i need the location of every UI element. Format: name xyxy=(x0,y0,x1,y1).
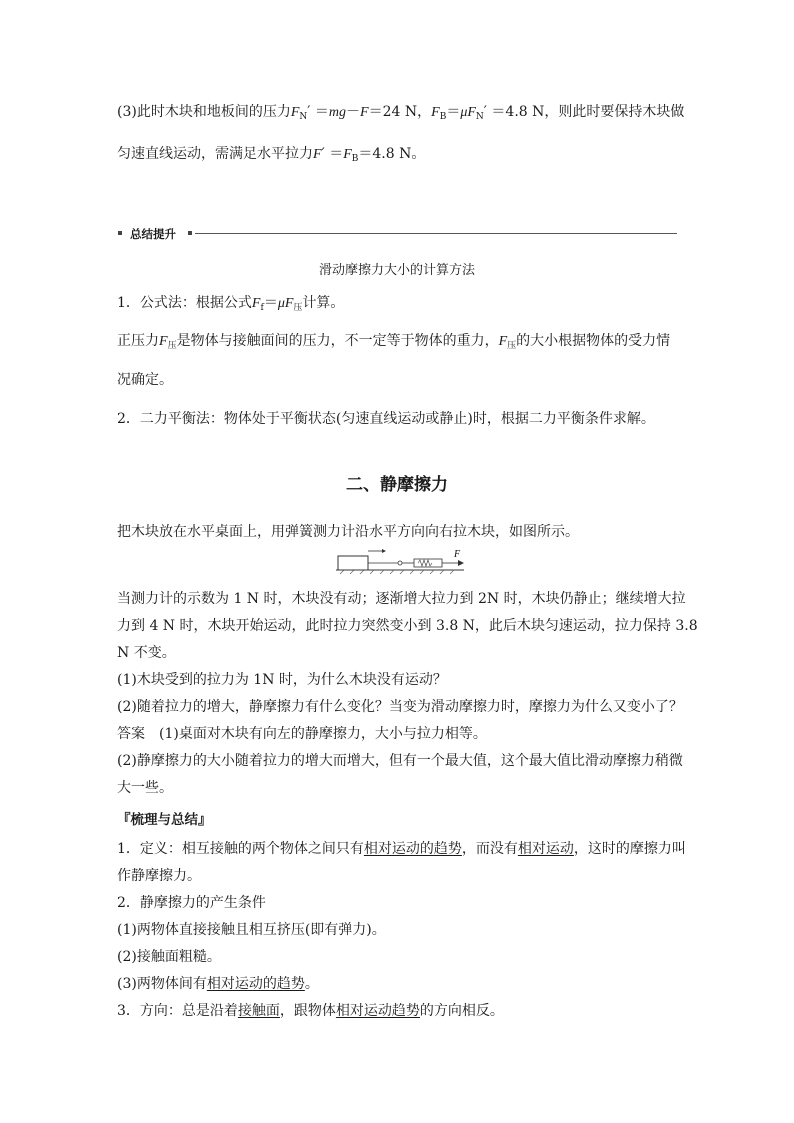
text: ′ ＝ xyxy=(321,146,344,162)
subscript: 压 xyxy=(167,341,177,351)
symbol: mg xyxy=(328,105,347,120)
text-line: 况确定。 xyxy=(117,372,173,388)
hook xyxy=(398,561,402,565)
text: 匀速直线运动，需满足水平拉力 xyxy=(117,146,313,162)
text: ＝4.8 N。 xyxy=(358,146,426,162)
symbol: F xyxy=(360,105,369,120)
text-line: 2．二力平衡法：物体处于平衡状态(匀速直线运动或静止)时，根据二力平衡条件求解。 xyxy=(117,411,655,427)
section-heading: 二、静摩擦力 xyxy=(346,475,448,495)
text: 。 xyxy=(304,976,319,992)
text: ′ ＝ xyxy=(307,104,329,120)
symbol: μF xyxy=(460,105,476,120)
text-line xyxy=(117,330,670,351)
text: ，这时的摩擦力叫 xyxy=(573,841,686,857)
text-line: 大一些。 xyxy=(117,780,173,796)
text: － xyxy=(346,104,361,120)
spring-scale-diagram xyxy=(336,546,466,576)
text: ，跟物体 xyxy=(279,1003,336,1019)
motion-arrow-icon xyxy=(382,549,386,553)
symbol: F xyxy=(498,334,508,349)
text-line xyxy=(117,973,319,993)
text-line xyxy=(117,292,344,313)
text-line: (2)静摩擦力的大小随着拉力的增大而增大，但有一个最大值，这个最大值比滑动摩擦力稍微 xyxy=(117,753,683,769)
underlined-term: 相对运动的趋势 xyxy=(363,841,462,857)
answer-label: 答案 xyxy=(117,726,145,742)
text: 计算。 xyxy=(302,295,345,311)
subscript: 压 xyxy=(507,341,517,351)
text-line: 2．静摩擦力的产生条件 xyxy=(117,895,266,911)
text-line: 当测力计的示数为 1 N 时，木块没有动；逐渐增大拉力到 2N 时，木块仍静止；继续增大拉 xyxy=(117,591,686,607)
text: ′ ＝4.8 N，则此时要保持木块做 xyxy=(483,104,685,120)
force-label: F xyxy=(454,549,461,560)
summary-label: 总结提升 xyxy=(130,227,176,241)
symbol: F xyxy=(251,296,261,311)
underlined-term: 接触面 xyxy=(237,1003,280,1019)
symbol: F xyxy=(159,334,168,349)
symbol: μF xyxy=(277,296,294,311)
divider xyxy=(195,233,677,234)
symbol: F xyxy=(343,147,352,162)
text: 1．定义：相互接触的两个物体之间只有 xyxy=(117,841,364,857)
square-bullet-icon xyxy=(188,231,192,235)
force-arrow-icon xyxy=(458,560,464,566)
text-line: 作静摩擦力。 xyxy=(117,868,201,884)
text: ，而没有 xyxy=(461,841,518,857)
square-bullet-icon xyxy=(118,231,122,235)
text-line xyxy=(117,143,425,164)
text-line: 力到 4 N 时，木块开始运动，此时拉力突然变小到 3.8 N，此后木块匀速运动，拉力保持 3.8 xyxy=(117,618,698,634)
summary-subtitle: 滑动摩擦力大小的计算方法 xyxy=(318,263,475,278)
question-1: (1)木块受到的拉力为 1N 时，为什么木块没有运动？ xyxy=(117,672,447,688)
text: 是物体与接触面间的压力，不一定等于物体的重力， xyxy=(176,333,499,349)
text: (3)两物体间有 xyxy=(117,976,207,992)
subscript: 压 xyxy=(293,303,303,313)
symbol: F xyxy=(290,105,300,120)
review-label: 『梳理与总结』 xyxy=(117,812,212,828)
underlined-term: 相对运动 xyxy=(517,841,574,857)
text-line: 把木块放在水平桌面上，用弹簧测力计沿水平方向向右拉木块，如图所示。 xyxy=(117,524,579,540)
text: 的大小根据物体的受力情 xyxy=(516,333,671,349)
text: (3)此时木块和地板间的压力 xyxy=(117,104,291,120)
summary-header xyxy=(117,226,677,242)
text: 正压力 xyxy=(117,333,159,349)
subscript: B xyxy=(351,154,359,164)
underlined-term: 相对运动趋势 xyxy=(335,1003,420,1019)
underlined-term: 相对运动的趋势 xyxy=(206,976,305,992)
subscript: N xyxy=(299,112,308,122)
answer-1: (1)桌面对木块有向左的静摩擦力，大小与拉力相等。 xyxy=(159,726,487,742)
subscript: N xyxy=(475,112,484,122)
subscript: B xyxy=(439,112,447,122)
spring-scale-figure xyxy=(336,546,466,576)
text-line: N 不变。 xyxy=(117,645,176,661)
text: 的方向相反。 xyxy=(419,1003,504,1019)
answer-line xyxy=(117,723,487,743)
question-2: (2)随着拉力的增大，静摩擦力有什么变化？当变为滑动摩擦力时，摩擦力为什么又变小了？ xyxy=(117,699,683,715)
text: ＝24 N， xyxy=(368,104,432,120)
text-line: (2)接触面粗糙。 xyxy=(117,949,221,965)
text-line xyxy=(117,838,686,858)
symbol: F xyxy=(431,105,440,120)
text-line xyxy=(117,1000,504,1020)
text: 3．方向：总是沿着 xyxy=(117,1003,238,1019)
subscript: f xyxy=(260,303,264,313)
symbol: F xyxy=(313,147,322,162)
text-line: (1)两物体直接接触且相互挤压(即有弹力)。 xyxy=(117,922,386,938)
surface-hatching xyxy=(340,570,454,574)
text: 1．公式法：根据公式 xyxy=(117,295,252,311)
text-line xyxy=(117,101,684,122)
text: ＝ xyxy=(263,295,278,311)
wood-block xyxy=(338,556,368,570)
text: ＝ xyxy=(446,104,461,120)
